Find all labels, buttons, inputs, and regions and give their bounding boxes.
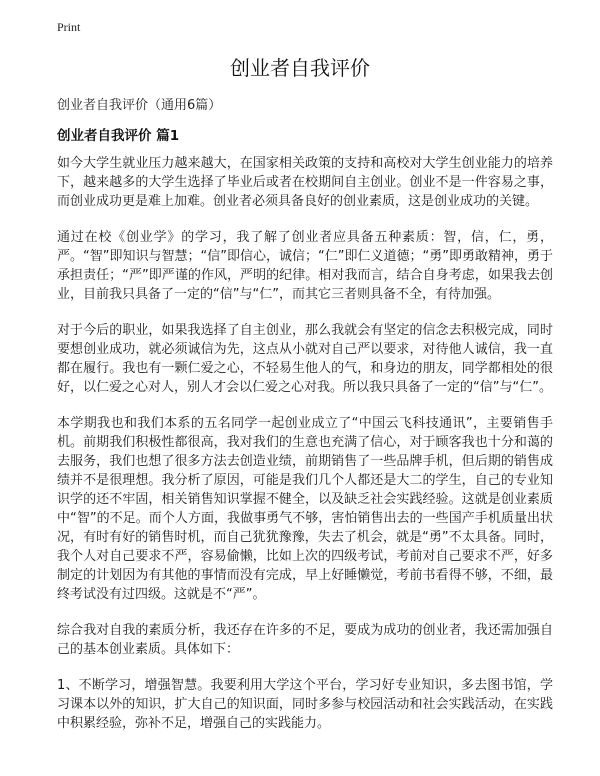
paragraph: 通过在校《创业学》的学习，我了解了创业者应具备五种素质：智，信，仁，勇，严。“智”即知识与智慧；“信”即信心，诚信；“仁”即仁义道德；“勇”即勇敢精神，勇于承担责任；“严”即严谨的作风，严明的纪律。相对我而言，结合自身考虑，如果我去创业，目前我只具备了一定的“信”与“仁”，而其它三者则具备不全，有待加强。	[57, 230, 553, 302]
paragraph: 本学期我也和我们本系的五名同学一起创业成立了“中国云飞科技通讯”，主要销售手机。前期我们积极性都很高，我对我们的生意也充满了信心，对于顾客我也十分和蔼的去服务，我们也想了很多方法去创造业绩，前期销售了一些品牌手机，但后期的销售成绩并不是很理想。我分析了原因，可能是我们几个人都还是大二的学生，自己的专业知识学的还不牢固，相关销售知识掌握不健全，以及缺乏社会实践经验。这就是创业素质中“智”的不足。而个人方面，我做事勇气不够，害怕销售出去的一些国产手机质量出状况，有时有好的销售时机，而自己犹犹豫豫，失去了机会，就是“勇”不太具备。同时，我个人对自己要求不严，容易偷懒，比如上次的四级考试，考前对自己要求不严，好多制定的计划因为有其他的事情而没有完成，早上好睡懒觉，考前书看得不够，不细，最终考试没有过四级。这就是不“严”。	[57, 416, 553, 602]
paragraph: 综合我对自我的素质分析，我还存在许多的不足，要成为成功的创业者，我还需加强自己的基本创业素质。具体如下：	[57, 623, 553, 657]
paragraph: 对于今后的职业，如果我选择了自主创业，那么我就会有坚定的信念去积极完成，同时要想创业成功，就必须诚信为先，这点从小就对自己严以要求，对待他人诚信，我一直都在履行。我也有一颗仁爱之心，不轻易生他人的气，和身边的朋友，同学都相处的很好，以仁爱之心对人，别人才会以仁爱之心对我。所以我只具备了一定的“信”与“仁”。	[57, 323, 553, 395]
paragraph: 如今大学生就业压力越来越大，在国家相关政策的支持和高校对大学生创业能力的培养下，越来越多的大学生选择了毕业后或者在校期间自主创业。创业不是一件容易之事，而创业成功更是难上加难。创业者必须具备良好的创业素质，这是创业成功的关键。	[57, 156, 553, 209]
print-label: Print	[57, 20, 81, 34]
section-heading: 创业者自我评价 篇1	[57, 128, 180, 144]
paragraph: 1、不断学习，增强智慧。我要利用大学这个平台，学习好专业知识，多去图书馆，学习课本以外的知识，扩大自己的知识面，同时多参与校园活动和社会实践活动，在实践中积累经验，弥补不足，增强自己的实践能力。	[57, 678, 553, 731]
document-subtitle: 创业者自我评价（通用6篇）	[57, 98, 222, 113]
document-body	[57, 154, 553, 750]
document-title: 创业者自我评价	[230, 56, 370, 80]
